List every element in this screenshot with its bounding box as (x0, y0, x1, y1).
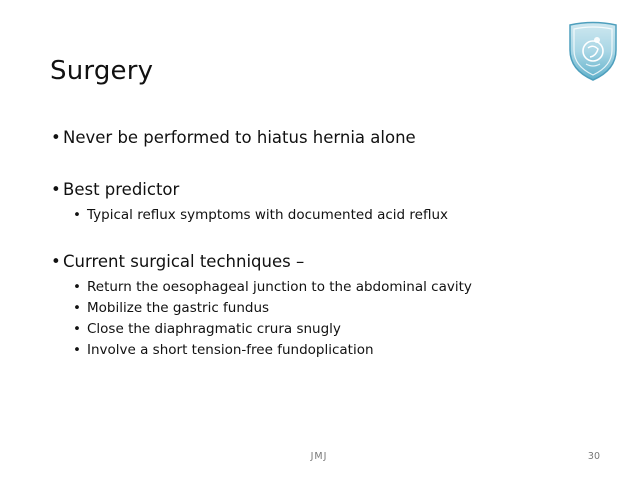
bullet-glyph: • (73, 300, 81, 316)
sub-bullet-text: Mobilize the gastric fundus (87, 300, 270, 316)
sub-bullet-item (73, 300, 269, 316)
sub-bullet-text: Involve a short tension-free fundoplication (87, 342, 374, 358)
bullet-glyph: • (51, 180, 61, 199)
sub-bullet-text: Typical reflux symptoms with documented acid reflux (87, 207, 448, 223)
bullet-item (51, 252, 304, 271)
bullet-glyph: • (73, 321, 81, 337)
bullet-text: Best predictor (63, 180, 180, 199)
bullet-glyph: • (51, 252, 61, 271)
bullet-item (51, 180, 179, 199)
bullet-glyph: • (73, 279, 81, 295)
shield-logo-icon (566, 20, 620, 82)
bullet-glyph: • (73, 342, 81, 358)
sub-bullet-item (73, 321, 341, 337)
page-number: 30 (587, 451, 600, 462)
bullet-text: Never be performed to hiatus hernia alone (63, 128, 416, 147)
sub-bullet-text: Close the diaphragmatic crura snugly (87, 321, 341, 337)
sub-bullet-text: Return the oesophageal junction to the abdominal cavity (87, 279, 472, 295)
bullet-glyph: • (51, 128, 61, 147)
sub-bullet-item (73, 342, 374, 358)
footer-author: JMJ (310, 451, 328, 462)
bullet-text: Current surgical techniques – (63, 252, 305, 271)
sub-bullet-item (73, 279, 472, 295)
bullet-glyph: • (73, 207, 81, 223)
bullet-item (51, 128, 416, 147)
slide-title: Surgery (50, 56, 154, 86)
sub-bullet-item (73, 207, 448, 223)
